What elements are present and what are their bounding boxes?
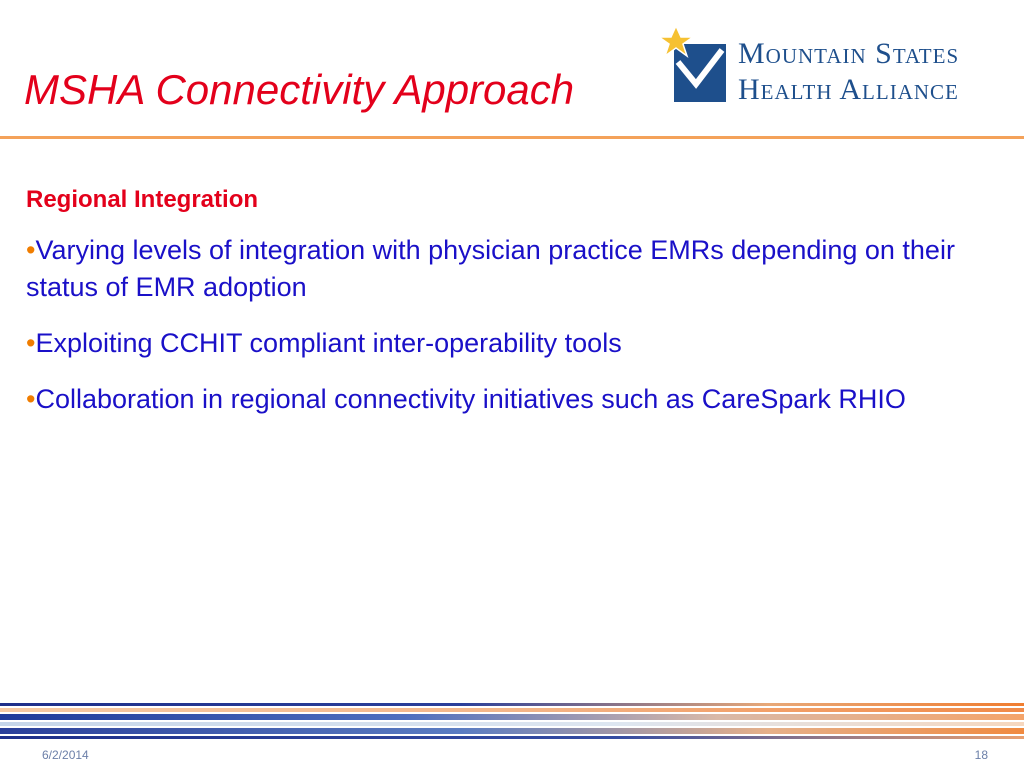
page-number: 18 [974,748,988,762]
title-divider [0,136,1024,139]
footer-date: 6/2/2014 [42,748,89,762]
bullet-marker: • [26,235,36,265]
footer-band [0,728,1024,734]
section-heading: Regional Integration [26,186,259,213]
footer-band [0,722,1024,726]
bullet-text: Varying levels of integration with physician practice EMRs depending on their status of EMR adoption [26,235,955,302]
footer-band [0,714,1024,720]
bullet-marker: • [26,328,36,358]
logo-wordmark [738,36,959,108]
slide-title: MSHA Connectivity Approach [24,66,575,113]
logo-line-1: Mountain States [738,37,960,70]
bullet-text: Exploiting CCHIT compliant inter-operability tools [35,328,622,358]
star-checkmark-logo-icon [656,22,728,106]
footer-band [0,736,1024,739]
footer-band [0,703,1024,706]
bullet-marker: • [26,384,36,414]
bullet-item [26,381,1001,418]
bullet-item [26,232,1001,306]
footer-decorative-bands [0,703,1024,741]
organization-logo [656,22,1006,110]
bullet-item [26,325,1001,362]
footer-band [0,708,1024,712]
bullet-list [26,232,1001,418]
bullet-text: Collaboration in regional connectivity initiatives such as CareSpark RHIO [35,384,906,414]
logo-line-2: Health Alliance [738,73,959,106]
slide-body [26,186,1001,437]
